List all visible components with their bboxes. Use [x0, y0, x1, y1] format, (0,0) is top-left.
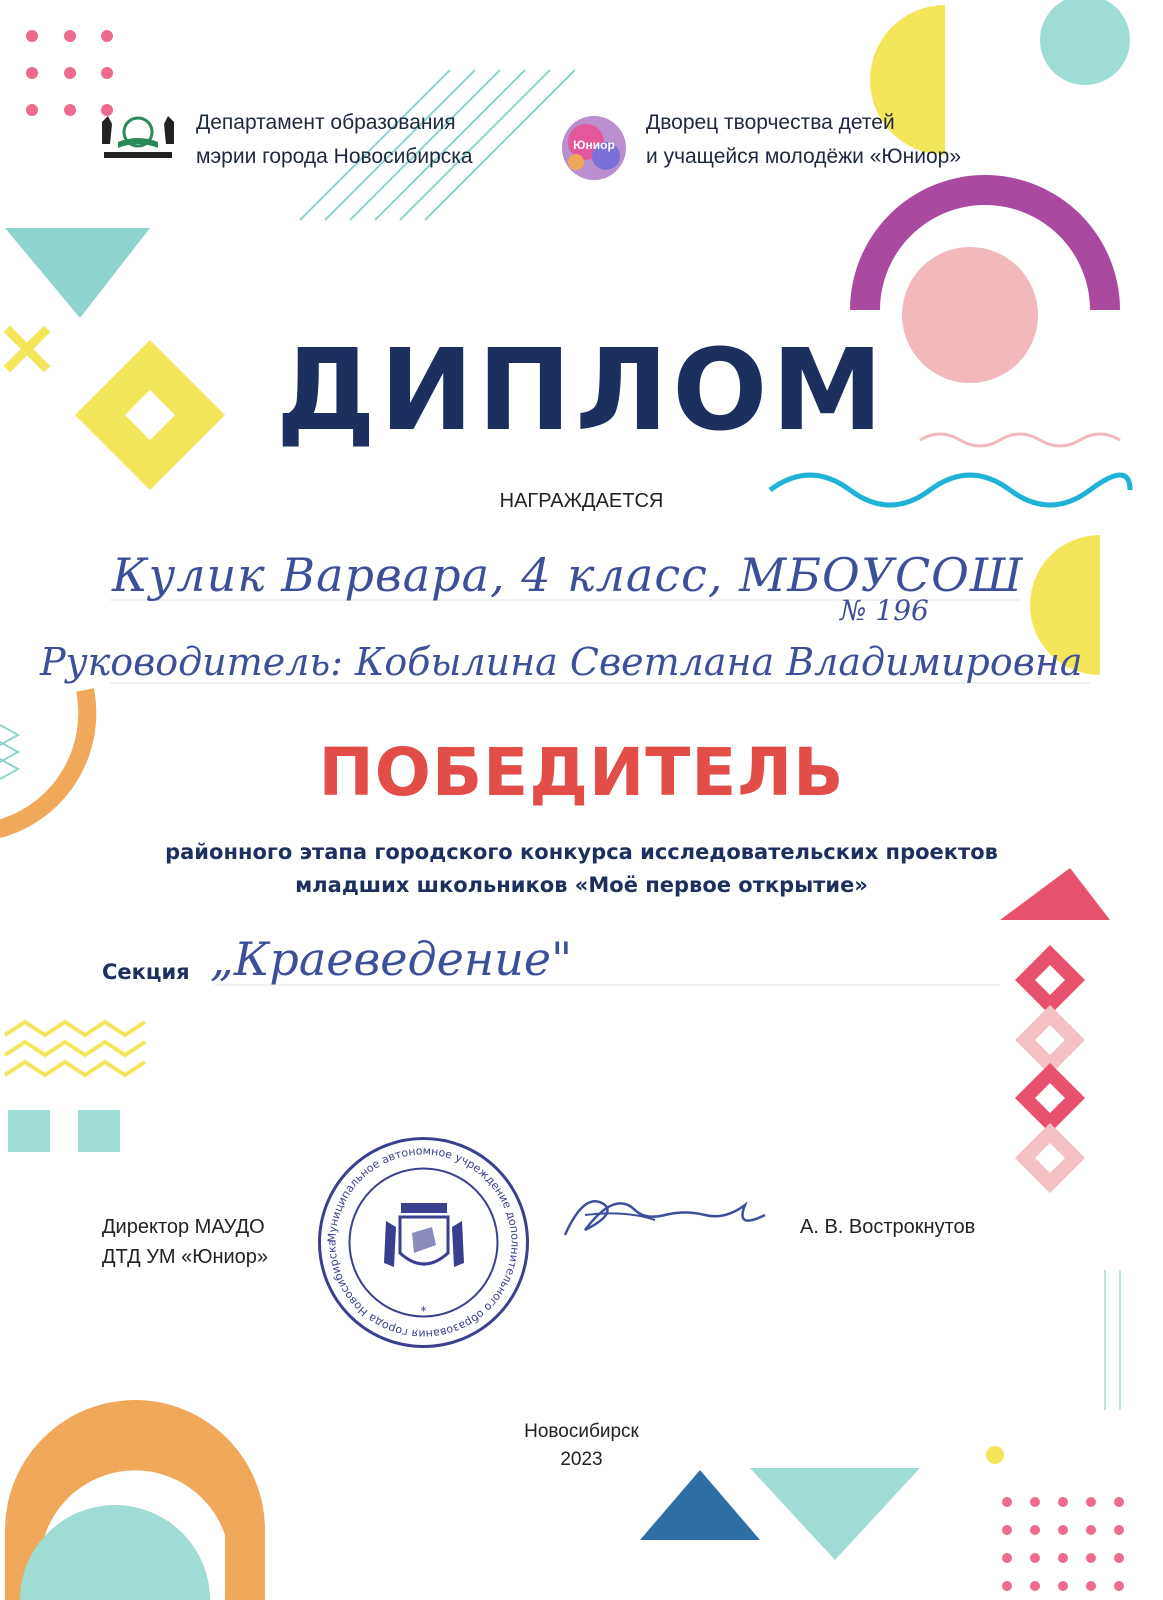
- department-logo: [96, 112, 180, 164]
- pink-dots-bottom-right: [1002, 1497, 1124, 1591]
- department-line-1: Департамент образования: [196, 111, 456, 134]
- svg-text:*: *: [420, 1304, 427, 1318]
- position-line-2: ДТД УМ «Юниор»: [102, 1246, 269, 1268]
- teal-squares-left: [8, 1110, 120, 1152]
- director-signature: [555, 1180, 805, 1260]
- footer: [0, 1418, 1163, 1474]
- coat-of-arms-icon: [96, 112, 180, 164]
- awarded-label: НАГРАЖДАЕТСЯ: [499, 490, 664, 512]
- award-title: ПОБЕДИТЕЛЬ: [318, 734, 845, 811]
- director-position: [102, 1212, 268, 1272]
- award-description: [0, 836, 1163, 902]
- section-label: Секция: [102, 960, 190, 984]
- director-name: А. В. Вострокнутов: [800, 1216, 976, 1238]
- official-stamp: [316, 1135, 531, 1350]
- recipient-name-line: Кулик Варвара, 4 класс, МБОУСОШ: [112, 548, 1024, 602]
- supervisor-line: Руководитель: Кобылина Светлана Владимировна: [40, 640, 1083, 684]
- stamp-seal: [316, 1135, 531, 1350]
- yellow-zigzags-left: [5, 1022, 145, 1075]
- teal-triangle-bottom: [750, 1468, 920, 1560]
- teal-lines-right: [1105, 1270, 1120, 1410]
- palace-line-2: и учащейся молодёжи «Юниор»: [646, 145, 962, 168]
- document-title: ДИПЛОМ: [276, 326, 887, 456]
- signature-scribble: [555, 1180, 805, 1260]
- palace-logo-text: Юниор: [573, 138, 615, 152]
- department-line-2: мэрии города Новосибирска: [196, 145, 473, 168]
- svg-text:Муниципальное автономное учреж: Муниципальное автономное учреждение дополнительного образования города Новосибирска: [325, 1144, 522, 1341]
- school-number: № 196: [840, 594, 929, 627]
- teal-circle-top-right: [1040, 0, 1130, 85]
- palace-logo: [556, 112, 632, 184]
- pink-dots-top-left: [26, 30, 113, 116]
- footer-city: Новосибирск: [524, 1421, 639, 1442]
- description-line-1: районного этапа городского конкурса исследовательских проектов: [165, 840, 998, 864]
- diamond-column-right: [1015, 945, 1085, 1193]
- department-name: [196, 106, 473, 174]
- description-line-2: младших школьников «Моё первое открытие»: [295, 873, 868, 897]
- section-value: „Краеведение": [210, 932, 573, 986]
- navy-triangle-bottom: [640, 1470, 760, 1540]
- palace-name: [646, 106, 961, 174]
- palace-line-1: Дворец творчества детей: [646, 111, 895, 134]
- teal-triangle-left: [5, 228, 150, 318]
- footer-year: 2023: [560, 1449, 603, 1470]
- position-line-1: Директор МАУДО: [102, 1216, 265, 1238]
